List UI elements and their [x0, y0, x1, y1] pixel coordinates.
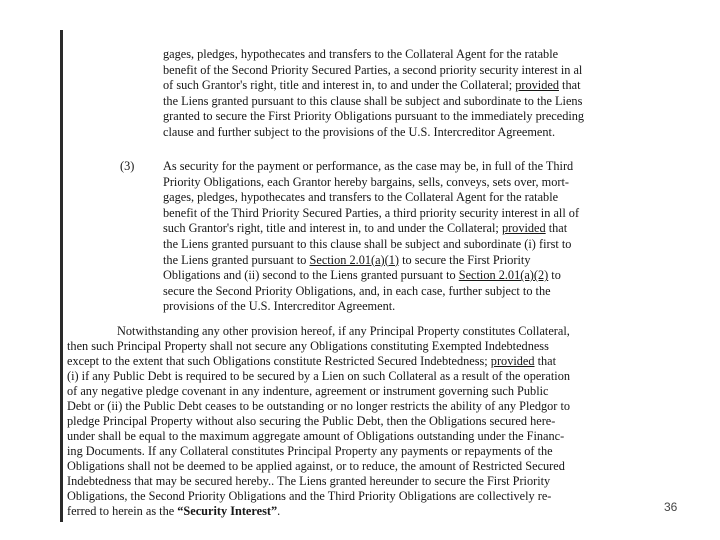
- text-line: [163, 253, 673, 269]
- text-line: granted to secure the First Priority Obligations pursuant to the immediately preceding: [163, 109, 585, 124]
- defined-term: “Security Interest”: [177, 504, 278, 518]
- clause-number: (3): [120, 159, 135, 173]
- section-reference: Section 2.01(a)(1): [309, 252, 399, 267]
- clause-3-body: [163, 159, 673, 315]
- text-line: Obligations, the Second Priority Obligations and the Third Priority Obligations are collectively re-: [67, 489, 552, 503]
- text-line: gages, pledges, hypothecates and transfers to the Collateral Agent for the ratable: [163, 47, 559, 61]
- provided-term: provided: [490, 354, 535, 368]
- text-line: [163, 268, 673, 284]
- text-line: ing Documents. If any Collateral constitutes Principal Property any payments or repayments of the: [67, 444, 553, 458]
- left-margin-rule: [60, 30, 63, 522]
- notwithstanding-paragraph: [67, 324, 672, 519]
- provided-term: provided: [515, 78, 559, 93]
- text-line: the Liens granted pursuant to this clause shall be subject and subordinate (i) first to: [163, 236, 572, 251]
- text-line: As security for the payment or performance, as the case may be, in full of the Third: [163, 159, 574, 173]
- text-line: Notwithstanding any other provision hereof, if any Principal Property constitutes Collateral,: [117, 324, 570, 338]
- text-line: secure the Second Priority Obligations, and, in each case, further subject to the: [163, 283, 551, 298]
- text-line: Obligations shall not be deemed to be applied against, or to reduce, the amount of Restricted Secured: [67, 459, 565, 473]
- text-line: pledge Principal Property without also securing the Public Debt, then the Obligations secured here-: [67, 414, 556, 428]
- text-line: Debt or (ii) the Public Debt ceases to be outstanding or no longer restricts the ability of any Pledgor to: [67, 399, 571, 413]
- text-line: then such Principal Property shall not secure any Obligations constituting Exempted Indebtedness: [67, 339, 549, 353]
- text-segment: that: [548, 221, 568, 236]
- text-segment: that: [537, 354, 557, 368]
- text-line: gages, pledges, hypothecates and transfers to the Collateral Agent for the ratable: [163, 190, 559, 205]
- text-line: provisions of the U.S. Intercreditor Agreement.: [163, 299, 396, 314]
- text-segment: that: [562, 78, 581, 93]
- page-number: 36: [664, 500, 678, 514]
- text-segment: ferred to herein as the: [67, 504, 175, 518]
- text-line: [67, 504, 672, 519]
- text-segment: .: [277, 504, 281, 518]
- text-line: benefit of the Second Priority Secured Parties, a second priority security interest in al: [163, 62, 583, 77]
- text-segment: to: [551, 268, 561, 283]
- text-line: the Liens granted pursuant to this clause shall be subject and subordinate to the Liens: [163, 93, 583, 108]
- text-segment: Obligations and (ii) second to the Liens granted pursuant to: [163, 268, 456, 283]
- text-segment: of such Grantor's right, title and interest in, to and under the Collateral;: [163, 78, 513, 93]
- text-line: [163, 221, 673, 237]
- text-line: Priority Obligations, each Grantor hereby bargains, sells, conveys, sets over, mort-: [163, 174, 570, 189]
- provided-term: provided: [501, 221, 546, 236]
- text-line: of any negative pledge covenant in any indenture, agreement or instrument governing such Public: [67, 384, 549, 398]
- text-line: (i) if any Public Debt is required to be secured by a Lien on such Collateral as a result of the operation: [67, 369, 570, 383]
- text-line: [67, 354, 672, 369]
- text-segment: to secure the First Priority: [402, 252, 531, 267]
- text-segment: the Liens granted pursuant to: [163, 252, 307, 267]
- text-line: clause and further subject to the provisions of the U.S. Intercreditor Agreement.: [163, 124, 556, 139]
- text-line: [163, 78, 673, 94]
- text-segment: such Grantor's right, title and interest in, to and under the Collateral;: [163, 221, 499, 236]
- section-reference: Section 2.01(a)(2): [458, 268, 549, 283]
- clause-2-continuation: [163, 47, 673, 141]
- text-segment: except to the extent that such Obligations constitute Restricted Secured Indebtedness;: [67, 354, 488, 368]
- text-line: under shall be equal to the maximum aggregate amount of Obligations outstanding under the Financ-: [67, 429, 565, 443]
- text-line: benefit of the Third Priority Secured Parties, a third priority security interest in all of: [163, 205, 580, 220]
- text-line: Indebtedness that may be secured hereby.. The Liens granted hereunder to secure the First Priority: [67, 474, 551, 488]
